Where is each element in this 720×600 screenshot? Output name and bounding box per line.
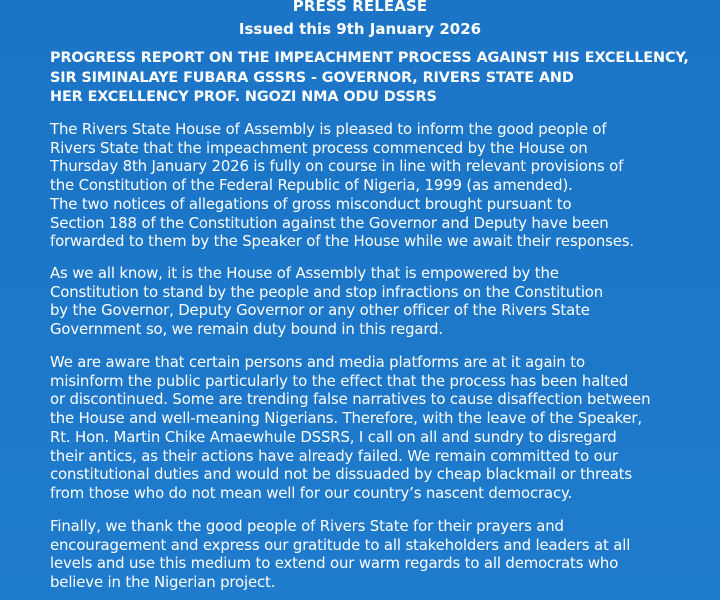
- paragraph-line: the House and well-meaning Nigerians. Therefore, with the leave of the Speaker,: [50, 409, 642, 428]
- paragraph-line: believe in the Nigerian project.: [50, 573, 276, 592]
- paragraph-line: misinform the public particularly to the effect that the process has been halted: [50, 371, 629, 390]
- paragraph-line: Thursday 8th January 2026 is fully on course in line with relevant provisions of: [50, 157, 624, 176]
- paragraph-line: Government so, we remain duty bound in this regard.: [50, 320, 443, 339]
- document-heading: [50, 49, 700, 108]
- paragraph-line: Constitution to stand by the people and stop infractions on the Constitution: [50, 282, 604, 301]
- paragraph-line: encouragement and express our gratitude to all stakeholders and leaders at all: [50, 535, 631, 554]
- paragraph-line: levels and use this medium to extend our warm regards to all democrats who: [50, 554, 619, 573]
- paragraph-line: the Constitution of the Federal Republic of Nigeria, 1999 (as amended).: [50, 176, 573, 195]
- heading-line: SIR SIMINALAYE FUBARA GSSRS - GOVERNOR, RIVERS STATE AND: [50, 69, 574, 86]
- paragraph-line: The two notices of allegations of gross misconduct brought pursuant to: [50, 194, 572, 213]
- paragraph-line: Rivers State that the impeachment process commenced by the House on: [50, 138, 588, 157]
- paragraph-line: forwarded to them by the Speaker of the House while we await their responses.: [50, 232, 634, 251]
- paragraph-line: Rt. Hon. Martin Chike Amaewhule DSSRS, I call on all and sundry to disregard: [50, 427, 617, 446]
- paragraph-line: As we all know, it is the House of Assembly that is empowered by the: [50, 264, 559, 282]
- heading-line: HER EXCELLENCY PROF. NGOZI NMA ODU DSSRS: [50, 89, 437, 105]
- paragraph-misinformation: [50, 353, 710, 503]
- paragraph-progress: [50, 120, 710, 251]
- paragraph-line: or discontinued. Some are trending false narratives to cause disaffection between: [50, 390, 651, 409]
- paragraph-line: constitutional duties and would not be dissuaded by cheap blackmail or threats: [50, 465, 632, 484]
- issued-date: Issued this 9th January 2026: [238, 20, 482, 38]
- paragraph-line: Section 188 of the Constitution against the Governor and Deputy have been: [50, 213, 609, 232]
- heading-line: PROGRESS REPORT ON THE IMPEACHMENT PROCESS AGAINST HIS EXCELLENCY,: [50, 50, 689, 66]
- paragraph-mandate: [50, 264, 710, 339]
- paragraph-line: from those who do not mean well for our country’s nascent democracy.: [50, 483, 573, 502]
- paragraph-line: The Rivers State House of Assembly is pleased to inform the good people of: [50, 120, 607, 138]
- paragraph-line: Finally, we thank the good people of Rivers State for their prayers and: [50, 517, 564, 535]
- paragraph-line: their antics, as their actions have already failed. We remain committed to our: [50, 446, 618, 465]
- paragraph-line: We are aware that certain persons and media platforms are at it again to: [50, 353, 585, 371]
- paragraph-gratitude: [50, 517, 710, 592]
- paragraph-line: by the Governor, Deputy Governor or any other officer of the Rivers State: [50, 301, 590, 320]
- press-release-label: PRESS RELEASE: [292, 0, 428, 15]
